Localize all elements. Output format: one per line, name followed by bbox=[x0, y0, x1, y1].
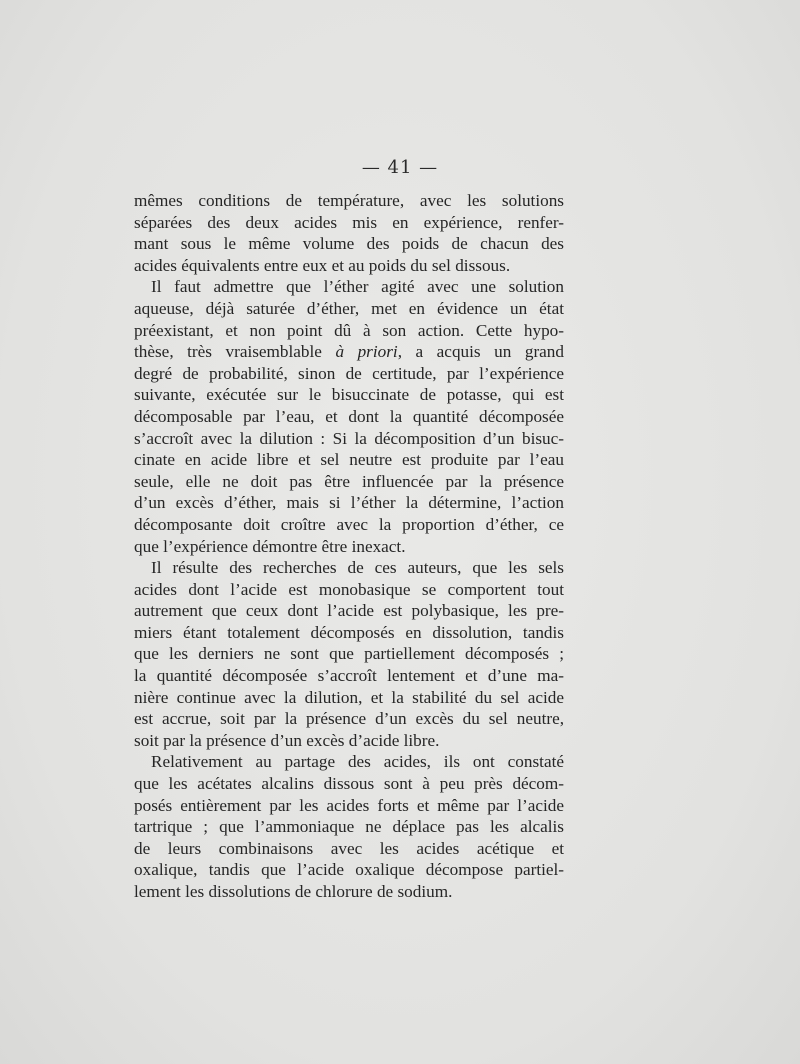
text-line: d’un excès d’éther, mais si l’éther la détermine, l’action bbox=[134, 493, 564, 513]
text-line: est accrue, soit par la présence d’un excès du sel neutre, bbox=[134, 709, 564, 729]
text-line: mêmes conditions de température, avec les solutions bbox=[134, 191, 564, 210]
text-line: tartrique ; que l’ammoniaque ne déplace pas les alcalis bbox=[134, 817, 564, 837]
text-line: oxalique, tandis que l’acide oxalique décompose partiel- bbox=[134, 860, 564, 880]
text-line: que les derniers ne sont que partiellement décomposés ; bbox=[134, 644, 564, 664]
text-line: lement les dissolutions de chlorure de sodium. bbox=[134, 882, 453, 901]
text-line: s’accroît avec la dilution : Si la décomposition d’un bisuc- bbox=[134, 428, 564, 448]
text-line: soit par la présence d’un excès d’acide libre. bbox=[134, 730, 440, 750]
text-line: séparées des deux acides mis en expérience, renfer- bbox=[134, 212, 564, 232]
text-line: décomposable par l’eau, et dont la quantité décomposée bbox=[134, 406, 564, 426]
text-line: nière continue avec la dilution, et la stabilité du sel acide bbox=[134, 687, 564, 707]
text-line: acides dont l’acide est monobasique se comportent tout bbox=[134, 579, 564, 599]
text-line: suivante, exécutée sur le bisuccinate de potasse, qui est bbox=[134, 385, 564, 405]
text-line: mant sous le même volume des poids de chacun des bbox=[134, 234, 564, 254]
text-line: posés entièrement par les acides forts et même par l’acide bbox=[134, 795, 564, 815]
text-line: Relativement au partage des acides, ils ont constaté bbox=[151, 752, 564, 772]
text-line: de leurs combinaisons avec les acides acétique et bbox=[134, 838, 564, 858]
text-line: acides équivalents entre eux et au poids du sel dissous. bbox=[134, 255, 511, 275]
text-line: miers étant totalement décomposés en dissolution, tandis bbox=[134, 622, 564, 642]
text-line: que les acétates alcalins dissous sont à peu près décom- bbox=[134, 774, 564, 794]
text-line: cinate en acide libre et sel neutre est produite par l’eau bbox=[134, 450, 564, 470]
text-line: thèse, très vraisemblable à priori, a acquis un grand bbox=[134, 342, 564, 362]
text-line: la quantité décomposée s’accroît lentement et d’une ma- bbox=[134, 666, 564, 686]
text-line: décomposante doit croître avec la proportion d’éther, ce bbox=[134, 514, 564, 534]
text-line: que l’expérience démontre être inexact. bbox=[134, 536, 406, 556]
italic-phrase: à priori bbox=[335, 342, 398, 362]
text-line: seule, elle ne doit pas être influencée par la présence bbox=[134, 471, 564, 491]
text-line: Il résulte des recherches de ces auteurs, que les sels bbox=[151, 558, 564, 578]
text-line: aqueuse, déjà saturée d’éther, met en évidence un état bbox=[134, 298, 564, 318]
text-line: degré de probabilité, sinon de certitude, par l’expérience bbox=[134, 363, 564, 383]
text-line: Il faut admettre que l’éther agité avec une solution bbox=[151, 277, 564, 297]
text-line: préexistant, et non point dû à son action. Cette hypo- bbox=[134, 320, 564, 340]
text-line: autrement que ceux dont l’acide est polybasique, les pre- bbox=[134, 601, 564, 621]
page-number: — 41 — bbox=[361, 157, 439, 178]
body-text bbox=[134, 190, 564, 903]
